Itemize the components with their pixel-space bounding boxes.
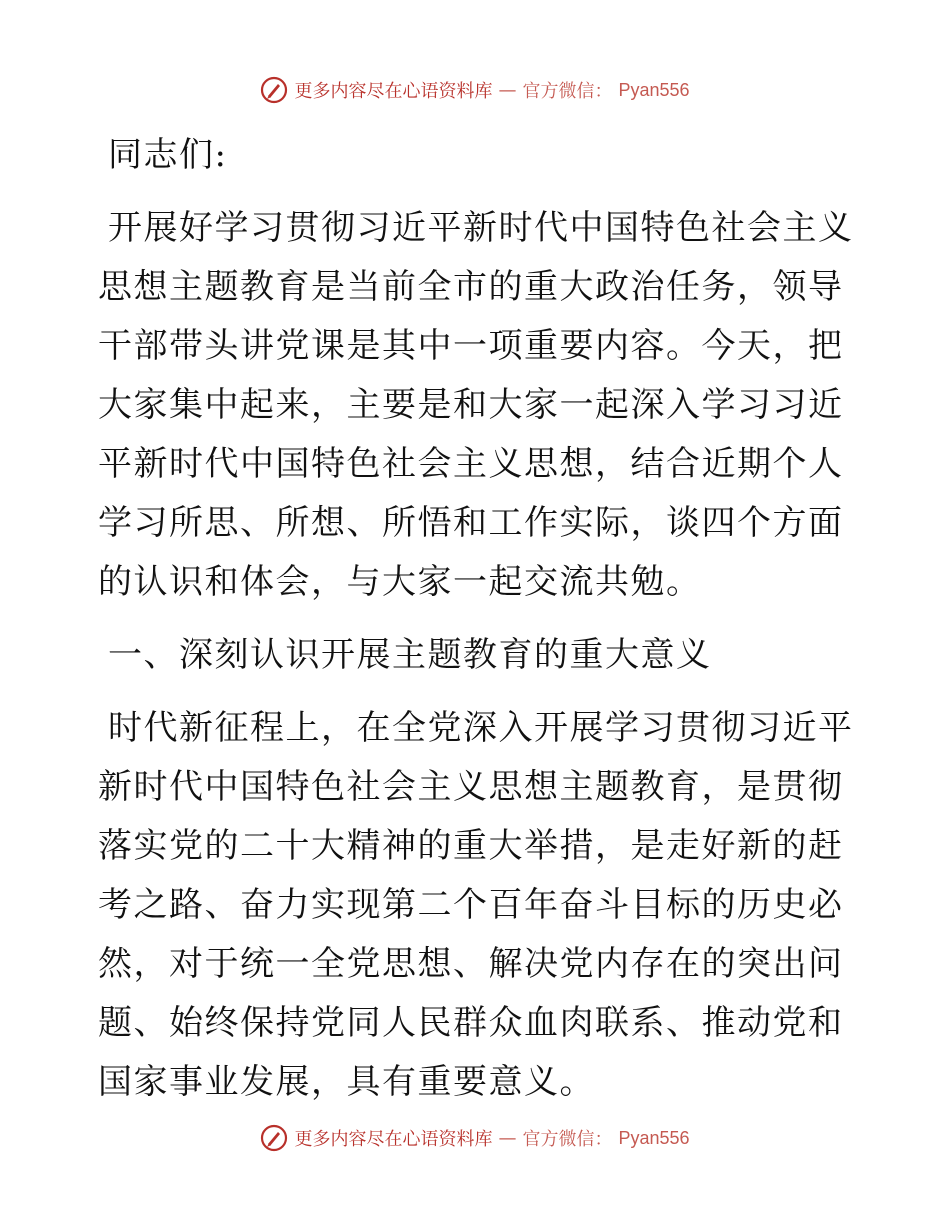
- header-watermark: [0, 76, 950, 104]
- watermark-separator: —: [498, 79, 517, 101]
- paragraph-significance: 时代新征程上，在全党深入开展学习贯彻习近平新时代中国特色社会主义思想主题教育，是贯彻落实党的二十大精神的重大举措，是走好新的赶考之路、奋力实现第二个百年奋斗目标的历史必然，对于统一全党思想、解决党内存在的突出问题、始终保持党同人民群众血肉联系、推动党和国家事业发展，具有重要意义。: [98, 708, 854, 1102]
- watermark-sub-text: 官方微信：: [522, 81, 613, 102]
- watermark-main-text: 更多内容尽在心语资料库: [294, 1129, 493, 1150]
- watermark-wechat-id: Pyan556: [618, 1127, 690, 1148]
- quill-pen-icon: [260, 1124, 288, 1152]
- salutation: 同志们:: [108, 135, 228, 175]
- paragraph-intro: 开展好学习贯彻习近平新时代中国特色社会主义思想主题教育是当前全市的重大政治任务，领导干部带头讲党课是其中一项重要内容。今天，把大家集中起来，主要是和大家一起深入学习习近平新时代中国特色社会主义思想，结合近期个人学习所思、所想、所悟和工作实际，谈四个方面的认识和体会，与大家一起交流共勉。: [98, 208, 854, 602]
- quill-pen-icon: [260, 76, 288, 104]
- footer-watermark: [0, 1124, 950, 1152]
- section-heading: 一、深刻认识开展主题教育的重大意义: [108, 635, 712, 675]
- document-body: [98, 126, 858, 1126]
- watermark-main-text: 更多内容尽在心语资料库: [294, 81, 493, 102]
- watermark-sub-text: 官方微信：: [522, 1129, 613, 1150]
- watermark-separator: —: [498, 1127, 517, 1149]
- watermark-wechat-id: Pyan556: [618, 79, 690, 100]
